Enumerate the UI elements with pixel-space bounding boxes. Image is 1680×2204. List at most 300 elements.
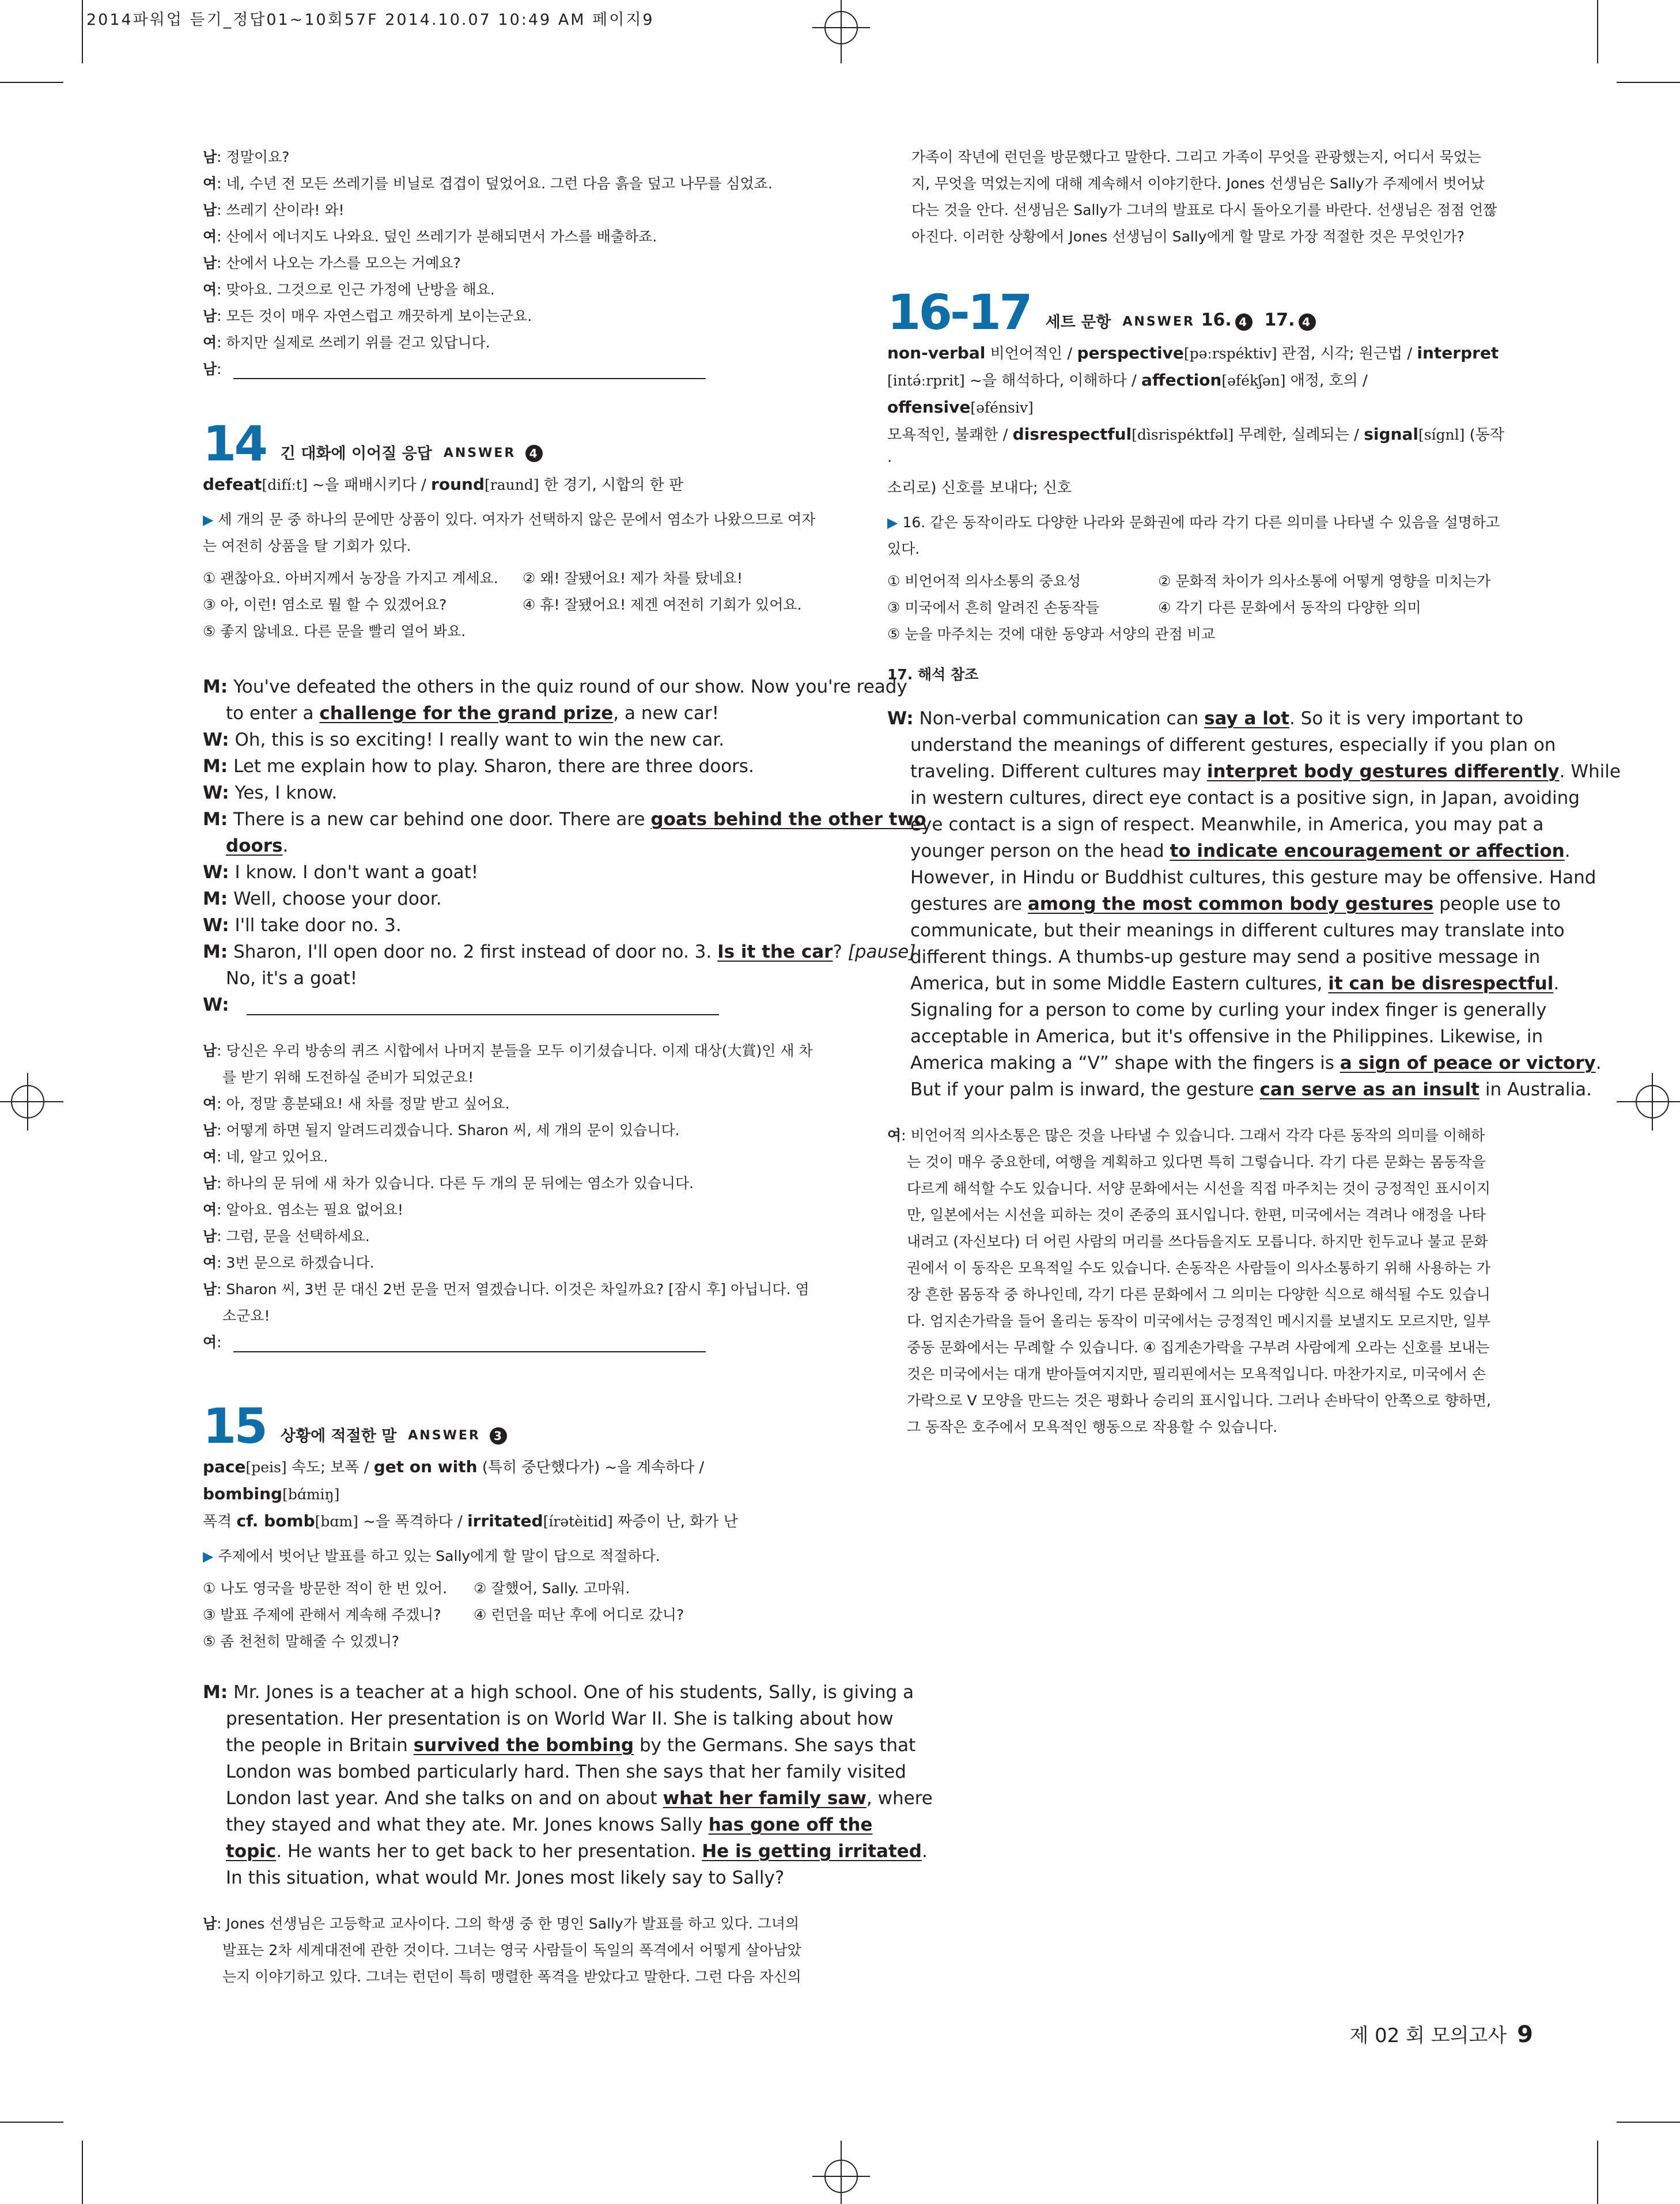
script-line	[203, 1812, 873, 1838]
line-text: 다. 엄지손가락을 들어 올리는 동작이 미국에서는 긍정적인 메시지를 보낼지도 모르지만, 일부	[907, 1313, 1491, 1329]
script-line	[203, 886, 831, 912]
script-line	[887, 944, 1541, 970]
q16-options	[887, 568, 1509, 648]
translation-line	[203, 356, 831, 383]
q14-title: 긴 대화에 이어질 응답	[280, 445, 432, 463]
script-text: But if your palm is inward, the gesture	[910, 1079, 1260, 1100]
line-text: : 쓰레기 산이라! 와!	[217, 202, 345, 218]
script-text: Oh, this is so exciting! I really want to win the new car.	[234, 729, 725, 750]
q15-answer-label: ANSWER 3	[408, 1427, 507, 1445]
speaker-label: 여	[203, 1334, 217, 1351]
vocab-meaning: 비언어적인 /	[985, 345, 1077, 362]
script-text: eye contact is a sign of respect. Meanwhile, in America, you may pat a	[910, 814, 1544, 835]
script-text: . He wants her to get back to her presentation.	[276, 1841, 702, 1862]
script-line	[887, 917, 1565, 944]
q15-number: 15	[203, 1398, 266, 1454]
option-4: ④ 런던을 떠난 후에 어디로 갔니?	[474, 1606, 684, 1623]
script-text: gestures are	[910, 894, 1028, 914]
speaker-label: W:	[203, 862, 229, 883]
q14-script	[203, 674, 926, 1018]
script-text: .	[1595, 1053, 1602, 1073]
script-line	[203, 1838, 928, 1865]
speaker-label: 남	[203, 149, 217, 165]
script-line	[203, 1706, 894, 1732]
speaker-label: 여	[203, 281, 217, 298]
script-text: by the Germans. She says that	[634, 1735, 916, 1756]
script-text: the people in Britain	[226, 1735, 414, 1756]
vocab-meaning: 애정, 호의 /	[1285, 372, 1368, 390]
vocab-meaning: 폭격	[203, 1513, 237, 1530]
q14-answer-label: ANSWER 4	[444, 445, 543, 462]
speaker-label: 남	[203, 1122, 217, 1139]
vocab-meaning: 무례한, 실례되는 /	[1233, 426, 1364, 444]
page-footer	[1349, 2020, 1533, 2048]
q1617-vocab	[887, 340, 1509, 501]
option-3: ③ 아, 이런! 염소로 뭘 할 수 있겠어요?	[203, 596, 447, 613]
line-text: : 비언어적 의사소통은 많은 것을 나타낼 수 있습니다. 그래서 각각 다른 동작의 의미를 이해하	[901, 1127, 1485, 1144]
script-line	[203, 727, 831, 753]
line-text: : 하나의 문 뒤에 새 차가 있습니다. 다른 두 개의 문 뒤에는 염소가 있습니다.	[217, 1175, 694, 1192]
registration-mark-bottom	[812, 2141, 870, 2204]
script-text: Let me explain how to play. Sharon, there are three doors.	[233, 756, 754, 777]
answer-phrase: interpret body gestures differently	[1206, 761, 1560, 782]
q15-vocab	[203, 1454, 831, 1535]
speaker-label: W:	[203, 782, 229, 803]
vocab-word: get on with	[373, 1457, 478, 1476]
translation-line	[203, 1064, 831, 1091]
translation-line	[203, 1144, 831, 1170]
line-text: 는 것이 매우 중요한데, 여행을 계획하고 있다면 특히 그렇습니다. 각기 다른 문화는 몸동작을	[907, 1154, 1486, 1170]
script-line	[203, 700, 831, 727]
option-1: ① 나도 영국을 방문한 적이 한 번 있어.	[203, 1580, 448, 1597]
script-line	[887, 811, 1544, 838]
vocab-meaning: ~을 해석하다, 이해하다 /	[964, 372, 1142, 390]
script-line	[203, 859, 831, 886]
answer-phrase: doors	[226, 836, 283, 856]
answer-phrase: can serve as an insult	[1259, 1079, 1480, 1100]
script-line	[887, 705, 1523, 732]
speaker-label: 남	[203, 1281, 217, 1298]
crop-mark	[0, 2122, 63, 2123]
line-text: : 3번 문으로 하겠습니다.	[217, 1254, 374, 1271]
line-text: : 그럼, 문을 선택하세요.	[217, 1228, 370, 1245]
answer-phrase: challenge for the grand prize	[319, 703, 614, 724]
translation-line	[203, 1964, 831, 1990]
line-text: : 네, 알고 있어요.	[217, 1148, 328, 1165]
translation-line	[203, 1250, 831, 1276]
crop-mark	[1597, 2141, 1598, 2204]
translation-line	[887, 1414, 1509, 1441]
answer-phrase: goats behind the other two	[650, 809, 926, 830]
vocab-ipa: [əfénsiv]	[970, 399, 1034, 416]
answer-phrase: it can be disrespectful	[1328, 973, 1554, 994]
vocab-meaning: 소리로) 신호를 보내다; 신호	[887, 479, 1072, 497]
speaker-label: 남	[203, 1175, 217, 1192]
line-text: :	[217, 361, 222, 377]
line-text: 소군요!	[222, 1307, 270, 1324]
answer-phrase: topic	[226, 1841, 277, 1862]
q15-header	[203, 1393, 831, 1454]
script-line	[203, 833, 831, 859]
q1617-script	[887, 705, 1621, 1103]
line-text: 중동 문화에서는 무례할 수 있습니다. ④ 집게손가락을 구부려 사람에게 오라는 신호를 보내는	[907, 1339, 1490, 1356]
option-1: ① 괜찮아요. 아버지께서 농장을 가지고 계세요.	[203, 570, 498, 587]
triangle-bullet-icon: ▶	[203, 1548, 214, 1564]
line-text: : 하지만 실제로 쓰레기 위를 걷고 있답니다.	[217, 334, 490, 351]
answer-phrase: what her family saw	[663, 1788, 867, 1809]
script-text: .	[921, 1841, 928, 1862]
line-text: : Sharon 씨, 3번 문 대신 2번 문을 먼저 열겠습니다. 이것은 차일까요? [잠시 후] 아닙니다. 염	[217, 1281, 809, 1298]
triangle-bullet-icon: ▶	[887, 515, 898, 531]
crop-mark	[0, 82, 63, 83]
speaker-label: 남	[203, 1915, 217, 1932]
script-text: , a new car!	[613, 703, 719, 724]
translation-line: 지, 무엇을 먹었는지에 대해 계속해서 이야기한다. Jones 선생님은 Sally가 주제에서 벗어났	[911, 175, 1485, 192]
vocab-word: bombing	[203, 1484, 283, 1503]
answer-phrase: say a lot	[1204, 708, 1289, 729]
print-slug: 2014파워업 듣기_정답01~10회57F 2014.10.07 10:49 AM 페이지9	[86, 11, 654, 29]
translation-line	[203, 330, 831, 356]
speaker-label: 여	[203, 1201, 217, 1218]
translation-line	[203, 1329, 831, 1356]
script-line	[887, 1023, 1543, 1050]
vocab-meaning: 속도; 보폭 /	[286, 1459, 374, 1476]
script-line	[203, 674, 907, 700]
line-text: : 정말이요?	[217, 149, 290, 165]
translation-line	[887, 1228, 1509, 1255]
option-4: ④ 각기 다른 문화에서 동작의 다양한 의미	[1158, 599, 1421, 616]
script-text: traveling. Different cultures may	[910, 761, 1207, 782]
vocab-ipa: [bɑ́miŋ]	[282, 1486, 340, 1503]
speaker-label: W:	[203, 915, 229, 936]
line-text: : 아, 정말 흥분돼요! 새 차를 정말 받고 싶어요.	[217, 1095, 510, 1112]
vocab-ipa: [írətèitid]	[543, 1513, 613, 1530]
option-5: ⑤ 좀 천천히 말해줄 수 있겠니?	[203, 1633, 400, 1650]
line-text: 다르게 해석할 수도 있습니다. 서양 문화에서는 시선을 직접 마주치는 것이 긍정적인 표시이지	[907, 1180, 1491, 1197]
script-text: Well, choose your door.	[233, 889, 442, 909]
answer-phrase: Is it the car	[717, 942, 833, 962]
registration-mark-left	[0, 1073, 63, 1131]
vocab-word: signal	[1364, 425, 1418, 444]
script-text: America making a “V” shape with the fingers is	[910, 1053, 1340, 1073]
option-5: ⑤ 눈을 마주치는 것에 대한 동양과 서양의 관점 비교	[887, 626, 1215, 642]
script-text: Signaling for a person to come by curling your index finger is generally	[910, 1000, 1547, 1020]
script-line	[203, 992, 831, 1018]
option-3: ③ 미국에서 흔히 알려진 손동작들	[887, 599, 1100, 616]
q15-title: 상황에 적절한 말	[280, 1427, 397, 1445]
line-text: : 어떻게 하면 될지 알려드리겠습니다. Sharon 씨, 세 개의 문이 있습니다.	[217, 1122, 680, 1139]
vocab-word: defeat	[203, 475, 262, 494]
translation-line	[887, 1122, 1509, 1149]
script-text: people use to	[1433, 894, 1561, 914]
script-line	[203, 965, 831, 992]
vocab-meaning: (동작 ·	[887, 426, 1505, 470]
translation-line	[887, 1255, 1509, 1281]
answer-blank	[233, 361, 706, 379]
q14-explanation: ▶ 세 개의 문 중 하나의 문에만 상품이 있다. 여자가 선택하지 않은 문에서 염소가 나왔으므로 여자 는 여전히 상품을 탈 기회가 있다.	[203, 511, 816, 554]
q13-translation-continued	[203, 144, 831, 383]
option-1: ① 비언어적 의사소통의 중요성	[887, 573, 1081, 589]
translation-line	[887, 1388, 1509, 1414]
option-4: ④ 휴! 잘됐어요! 제겐 여전히 기회가 있어요.	[523, 596, 802, 613]
script-text: presentation. Her presentation is on World War II. She is talking about how	[226, 1708, 894, 1729]
right-column	[887, 144, 1621, 1441]
vocab-ipa: [intə́ːrprit]	[887, 372, 965, 389]
script-text: communicate, but their meanings in different cultures may translate into	[910, 920, 1565, 941]
answer-phrase: survived the bombing	[413, 1735, 634, 1756]
translation-line	[203, 1091, 831, 1117]
q1617-answer-label: ANSWER 16. 4 17. 4	[1122, 310, 1315, 331]
script-line	[887, 758, 1621, 785]
translation-line	[203, 1911, 831, 1937]
answer-phrase: He is getting irritated	[702, 1841, 922, 1862]
speaker-label: 여	[203, 334, 217, 351]
translation-line	[203, 224, 831, 250]
option-2: ② 왜! 잘됐어요! 제가 차를 탔네요!	[523, 570, 743, 587]
q1617-number: 16-17	[887, 284, 1031, 341]
q14-vocab	[203, 471, 831, 498]
script-line	[887, 997, 1547, 1023]
translation-line	[203, 1170, 831, 1197]
line-text: 그 동작은 호주에서 모욕적인 행동으로 작용할 수 있습니다.	[907, 1419, 1278, 1435]
translation-line	[887, 1281, 1509, 1308]
script-line	[203, 1732, 916, 1759]
answer-circle: 4	[1299, 313, 1316, 331]
translation-line	[887, 1175, 1509, 1202]
script-text: . So it is very important to	[1289, 708, 1523, 729]
line-text: : 산에서 나오는 가스를 모으는 거예요?	[217, 255, 461, 271]
vocab-ipa: [dìsrispéktfəl]	[1132, 426, 1234, 443]
script-text: I know. I don't want a goat!	[234, 862, 479, 883]
translation-line	[203, 250, 831, 277]
vocab-line	[887, 367, 1509, 421]
line-text: : 모든 것이 매우 자연스럽고 깨끗하게 보이는군요.	[217, 308, 532, 324]
script-text: Non-verbal communication can	[919, 708, 1205, 729]
translation-line	[203, 144, 831, 171]
translation-line	[203, 171, 831, 197]
triangle-bullet-icon: ▶	[203, 512, 214, 528]
vocab-meaning: 모욕적인, 불쾌한 /	[887, 426, 1013, 444]
script-text: There is a new car behind one door. There are	[233, 809, 651, 830]
page-number: 9	[1517, 2021, 1533, 2048]
registration-mark-top	[812, 0, 870, 63]
crop-mark	[1597, 0, 1598, 63]
vocab-ipa: [pəːrspéktiv]	[1183, 345, 1277, 362]
script-line	[887, 864, 1596, 891]
script-text: .	[282, 836, 289, 856]
script-text: London last year. And she talks on and on about	[226, 1788, 663, 1809]
translation-line	[887, 1335, 1509, 1361]
answer-phrase: to indicate encouragement or affection	[1170, 841, 1565, 861]
vocab-line	[203, 1454, 831, 1508]
line-text: 것은 미국에서는 대개 받아들여지지만, 필리핀에서는 모욕적입니다. 마찬가지로, 미국에서 손	[907, 1366, 1486, 1382]
speaker-label: W:	[203, 729, 229, 750]
script-line	[887, 970, 1560, 997]
script-line	[203, 753, 831, 780]
script-text: However, in Hindu or Buddhist cultures, this gesture may be offensive. Hand	[910, 867, 1596, 888]
script-line	[887, 785, 1580, 811]
translation-line	[203, 277, 831, 303]
vocab-word: round	[431, 475, 485, 494]
script-text: .	[1564, 841, 1571, 861]
script-text: to enter a	[226, 703, 320, 724]
vocab-line	[887, 475, 1509, 501]
script-line	[887, 838, 1571, 864]
translation-line: 가족이 작년에 런던을 방문했다고 말한다. 그리고 가족이 무엇을 관광했는지, 어디서 묵었는	[911, 149, 1481, 165]
line-text: : 맞아요. 그것으로 인근 가정에 난방을 해요.	[217, 281, 495, 298]
q1617-translation	[887, 1122, 1509, 1441]
script-text: in western cultures, direct eye contact is a positive sign, in Japan, avoiding	[910, 788, 1580, 808]
script-text: Yes, I know.	[234, 782, 338, 803]
q14-number: 14	[203, 415, 266, 472]
script-line	[203, 1679, 914, 1706]
line-text: 만, 일본에서는 시선을 피하는 것이 존중의 표시입니다. 한편, 미국에서는 격려나 애정을 나타	[907, 1207, 1486, 1223]
script-text: younger person on the head	[910, 841, 1170, 861]
q1617-header	[887, 279, 1509, 341]
line-text: 권에서 이 동작은 모욕적일 수도 있습니다. 손동작은 사람들이 의사소통하기 위해 사용하는 가	[907, 1260, 1491, 1276]
answer-phrase: among the most common body gestures	[1027, 894, 1434, 914]
q15-options	[203, 1575, 831, 1655]
crop-mark	[82, 0, 83, 63]
q17-explanation: 17. 해석 참조	[887, 666, 979, 683]
script-text: they stayed and what they ate. Mr. Jones knows Sally	[226, 1814, 709, 1835]
q14-options	[203, 565, 831, 645]
speaker-label: W:	[203, 995, 229, 1015]
translation-line	[203, 197, 831, 224]
script-text: .	[1553, 973, 1560, 994]
footer-label: 제 02 회 모의고사	[1349, 2024, 1507, 2047]
speaker-label: W:	[887, 708, 914, 729]
speaker-label: 남	[203, 255, 217, 271]
vocab-meaning: 짜증이 난, 화가 난	[612, 1513, 738, 1530]
crop-mark	[1617, 2122, 1680, 2123]
translation-line	[203, 1197, 831, 1223]
answer-blank	[247, 997, 719, 1015]
line-text: : 네, 수년 전 모든 쓰레기를 비닐로 겹겹이 덮었어요. 그런 다음 흙을 덮고 나무를 심었죠.	[217, 175, 773, 192]
vocab-meaning: 관점, 시각; 원근법 /	[1277, 345, 1417, 362]
translation-line	[887, 1308, 1509, 1335]
vocab-word: interpret	[1417, 343, 1499, 362]
vocab-meaning: (특히 중단했다가) ~을 계속하다 /	[477, 1459, 705, 1476]
vocab-meaning: ~을 패배시키다 /	[312, 477, 426, 494]
speaker-label: 여	[203, 1095, 217, 1112]
line-text: : 산에서 에너지도 나와요. 덮인 쓰레기가 분해되면서 가스를 배출하죠.	[217, 228, 657, 245]
translation-line	[887, 1202, 1509, 1228]
line-text: 장 흔한 몸동작 중 하나인데, 각기 다른 문화에서 그 의미는 다양한 식으로 해석될 수도 있습니	[907, 1286, 1490, 1303]
q15-translation-continued	[887, 144, 1509, 250]
speaker-label: 남	[203, 1228, 217, 1245]
script-text: America, but in some Middle Eastern cultures,	[910, 973, 1329, 994]
script-text: acceptable in America, but it's offensive in the Philippines. Likewise, in	[910, 1026, 1543, 1047]
option-2: ② 잘했어, Sally. 고마워.	[474, 1580, 630, 1597]
script-line	[887, 891, 1561, 917]
line-text: : 당신은 우리 방송의 퀴즈 시합에서 나머지 분들을 모두 이기셨습니다. 이제 대상(大賞)인 새 차	[217, 1042, 813, 1059]
translation-line: 다는 것을 안다. 선생님은 Sally가 그녀의 발표로 다시 돌아오기를 바란다. 선생님은 점점 언짢	[911, 202, 1497, 218]
script-text: Mr. Jones is a teacher at a high school. One of his students, Sally, is giving a	[233, 1682, 914, 1703]
translation-line	[203, 1117, 831, 1144]
vocab-meaning: ~을 폭격하다 /	[358, 1513, 468, 1530]
answer-phrase: has gone off the	[708, 1814, 873, 1835]
vocab-meaning: 한 경기, 시합의 한 판	[543, 477, 684, 494]
vocab-word: affection	[1141, 371, 1222, 390]
script-line	[887, 1076, 1592, 1103]
vocab-word: perspective	[1077, 343, 1184, 362]
vocab-word: non-verbal	[887, 343, 986, 362]
script-text: London was bombed particularly hard. Then she says that her family visited	[226, 1761, 906, 1782]
script-text: Sharon, I'll open door no. 2 first instead of door no. 3.	[233, 942, 718, 962]
answer-circle: 3	[490, 1427, 507, 1445]
answer-circle: 4	[525, 445, 543, 462]
line-text: 를 받기 위해 도전하실 준비가 되었군요!	[222, 1069, 474, 1086]
speaker-label: M:	[203, 1682, 228, 1703]
crop-mark	[82, 2141, 83, 2204]
vocab-line	[887, 340, 1509, 367]
script-line	[203, 806, 926, 833]
line-text: 내려고 (자신보다) 더 어린 사람의 머리를 쓰다듬을지도 모릅니다. 하지만 힌두교나 불교 문화	[907, 1233, 1488, 1250]
vocab-line	[887, 421, 1509, 475]
script-text: No, it's a goat!	[226, 968, 358, 989]
script-text: different things. A thumbs-up gesture may send a positive message in	[910, 947, 1541, 967]
q16-explanation: ▶ 16. 같은 동작이라도 다양한 나라와 문화권에 따라 각기 다른 의미를 나타낼 수 있음을 설명하고 있다.	[887, 514, 1500, 557]
translation-line: 아진다. 이러한 상황에서 Jones 선생님이 Sally에게 할 말로 가장 적절한 것은 무엇인가?	[911, 228, 1465, 245]
script-text: ?	[833, 942, 848, 962]
translation-line	[887, 1149, 1509, 1175]
speaker-label: M:	[203, 889, 228, 909]
script-line	[887, 732, 1556, 758]
q15-explanation: ▶ 주제에서 벗어난 발표를 하고 있는 Sally에게 할 말이 답으로 적절하다.	[203, 1548, 660, 1564]
speaker-label: 남	[203, 202, 217, 218]
answer-circle: 4	[1235, 313, 1253, 331]
answer-blank	[233, 1334, 706, 1352]
speaker-label: M:	[203, 756, 228, 777]
script-text: You've defeated the others in the quiz round of our show. Now you're ready	[233, 676, 907, 697]
q1617-title: 세트 문항	[1045, 313, 1111, 331]
script-text: I'll take door no. 3.	[234, 915, 402, 936]
line-text: : 알아요. 염소는 필요 없어요!	[217, 1201, 403, 1218]
script-line	[203, 912, 831, 939]
vocab-ipa: [əfékʃən]	[1221, 372, 1286, 389]
speaker-label: 여	[203, 1148, 217, 1165]
translation-line	[203, 1937, 831, 1964]
script-line	[203, 780, 831, 806]
speaker-label: M:	[203, 942, 228, 962]
speaker-label: 여	[203, 1254, 217, 1271]
script-line	[203, 1759, 906, 1785]
stage-direction: [pause]	[847, 942, 916, 962]
vocab-line	[203, 1508, 831, 1535]
speaker-label: 남	[203, 308, 217, 324]
q14-header	[203, 410, 831, 472]
crop-mark	[1617, 82, 1680, 83]
script-text: , where	[866, 1788, 933, 1809]
vocab-word: cf. bomb	[236, 1511, 315, 1530]
q15-script	[203, 1679, 933, 1891]
q14-translation	[203, 1038, 831, 1356]
line-text: : Jones 선생님은 고등학교 교사이다. 그의 학생 중 한 명인 Sally가 발표를 하고 있다. 그녀의	[217, 1915, 800, 1932]
speaker-label: 남	[203, 361, 217, 377]
translation-line	[203, 1303, 831, 1329]
registration-mark-right	[1617, 1073, 1680, 1131]
vocab-ipa: [peis]	[245, 1459, 287, 1476]
option-3: ③ 발표 주제에 관해서 계속해 주겠니?	[203, 1606, 441, 1623]
script-text: In this situation, what would Mr. Jones most likely say to Sally?	[226, 1867, 785, 1888]
speaker-label: 여	[203, 175, 217, 192]
vocab-ipa: [sígnl]	[1418, 426, 1465, 443]
script-line	[203, 939, 916, 965]
line-text: 는지 이야기하고 있다. 그녀는 런던이 특히 맹렬한 폭격을 받았다고 말한다. 그런 다음 자신의	[222, 1968, 801, 1985]
vocab-word: irritated	[467, 1511, 543, 1530]
answer-phrase: a sign of peace or victory	[1340, 1053, 1596, 1073]
